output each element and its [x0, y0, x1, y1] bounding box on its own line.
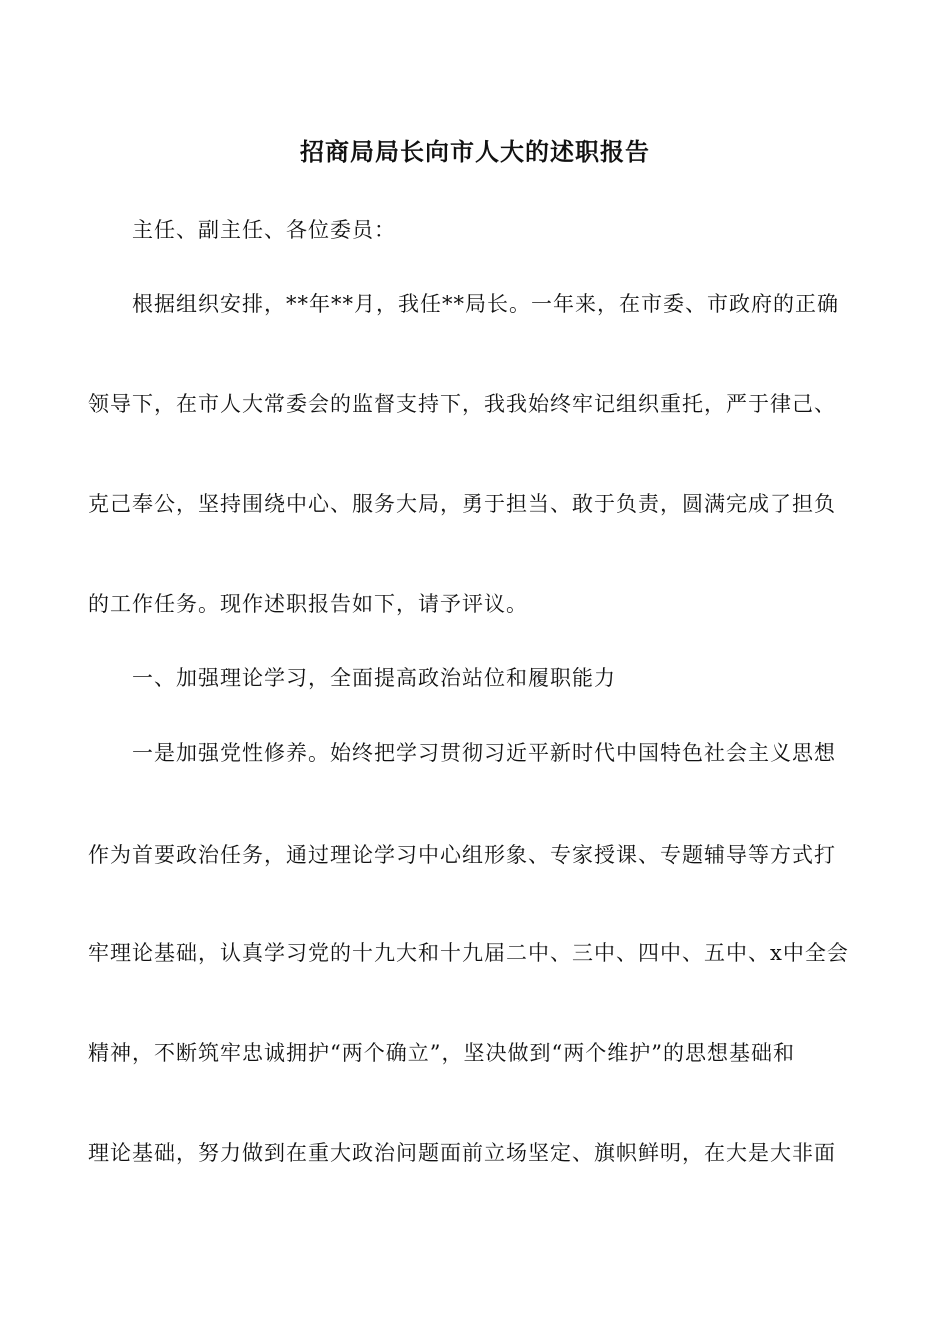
body-line: 精神，不断筑牢忠诚拥护“两个确立”，坚决做到“两个维护”的思想基础和 — [88, 1041, 795, 1065]
body-line: 理论基础，努力做到在重大政治问题面前立场坚定、旗帜鲜明，在大是大非面 — [88, 1141, 836, 1165]
body-line: 一是加强党性修养。始终把学习贯彻习近平新时代中国特色社会主义思想 — [132, 741, 836, 765]
body-line: 根据组织安排，**年**月，我任**局长。一年来，在市委、市政府的正确 — [132, 292, 839, 316]
salutation-line: 主任、副主任、各位委员： — [132, 218, 396, 242]
body-line: 领导下，在市人大常委会的监督支持下，我我始终牢记组织重托，严于律己、 — [88, 392, 836, 416]
section-heading: 一、加强理论学习，全面提高政治站位和履职能力 — [132, 666, 616, 690]
body-line: 牢理论基础，认真学习党的十九大和十九届二中、三中、四中、五中、x中全会 — [88, 941, 849, 965]
body-line: 克己奉公，坚持围绕中心、服务大局，勇于担当、敢于负责，圆满完成了担负 — [88, 492, 836, 516]
body-line: 作为首要政治任务，通过理论学习中心组形象、专家授课、专题辅导等方式打 — [88, 843, 836, 867]
body-line: 的工作任务。现作述职报告如下，请予评议。 — [88, 592, 528, 616]
document-title: 招商局局长向市人大的述职报告 — [300, 137, 650, 166]
